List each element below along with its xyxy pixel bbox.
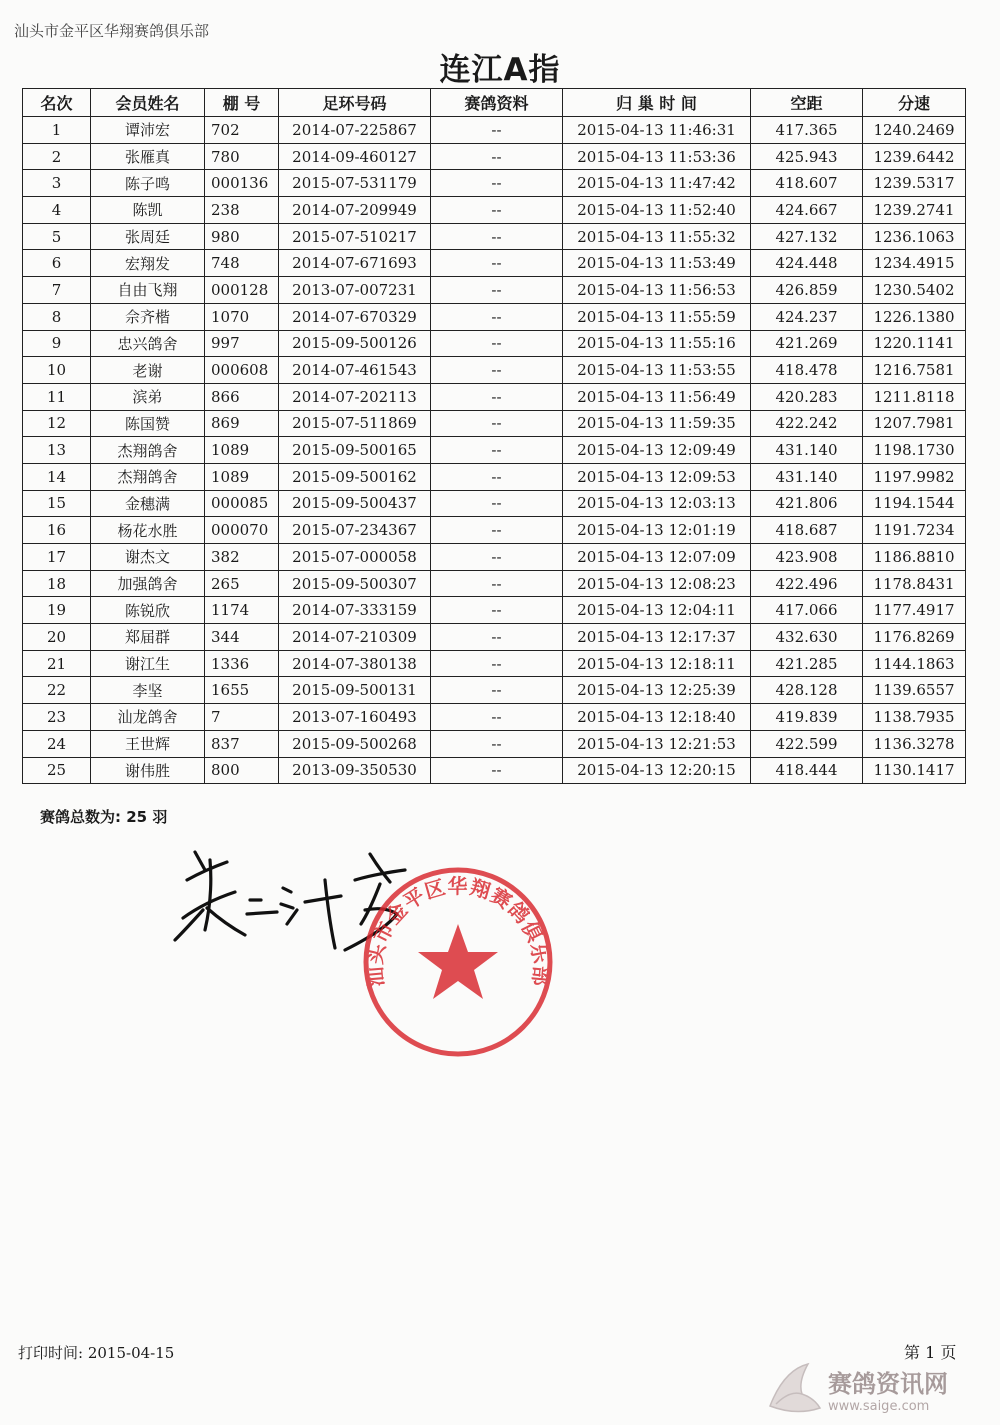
watermark-url: www.saige.com <box>828 1399 930 1414</box>
cell-distance: 424.667 <box>751 197 863 224</box>
cell-rank: 5 <box>23 223 91 250</box>
cell-pigeon-info: -- <box>431 197 563 224</box>
cell-speed: 1240.2469 <box>863 117 966 144</box>
table-row <box>23 277 966 304</box>
table-row <box>23 437 966 464</box>
cell-rank: 15 <box>23 490 91 517</box>
cell-ring-number: 2015-09-500126 <box>279 330 431 357</box>
cell-loft-number: 382 <box>205 544 279 571</box>
cell-pigeon-info: -- <box>431 597 563 624</box>
cell-member-name: 谢江生 <box>91 650 205 677</box>
table-row <box>23 597 966 624</box>
cell-ring-number: 2015-07-511869 <box>279 410 431 437</box>
cell-distance: 418.478 <box>751 357 863 384</box>
cell-arrival-time: 2015-04-13 11:53:36 <box>563 143 751 170</box>
cell-member-name: 陈子鸣 <box>91 170 205 197</box>
cell-arrival-time: 2015-04-13 12:03:13 <box>563 490 751 517</box>
cell-rank: 22 <box>23 677 91 704</box>
cell-rank: 3 <box>23 170 91 197</box>
cell-distance: 421.269 <box>751 330 863 357</box>
cell-rank: 24 <box>23 730 91 757</box>
table-row <box>23 330 966 357</box>
cell-loft-number: 265 <box>205 570 279 597</box>
cell-ring-number: 2013-09-350530 <box>279 757 431 784</box>
cell-rank: 10 <box>23 357 91 384</box>
cell-distance: 421.806 <box>751 490 863 517</box>
cell-rank: 19 <box>23 597 91 624</box>
cell-loft-number: 000128 <box>205 277 279 304</box>
cell-ring-number: 2014-07-461543 <box>279 357 431 384</box>
cell-rank: 9 <box>23 330 91 357</box>
cell-ring-number: 2015-07-531179 <box>279 170 431 197</box>
cell-arrival-time: 2015-04-13 11:52:40 <box>563 197 751 224</box>
cell-member-name: 陈凯 <box>91 197 205 224</box>
cell-pigeon-info: -- <box>431 303 563 330</box>
cell-member-name: 汕龙鸽舍 <box>91 704 205 731</box>
cell-ring-number: 2013-07-160493 <box>279 704 431 731</box>
cell-member-name: 张雁真 <box>91 143 205 170</box>
club-seal <box>358 862 558 1062</box>
cell-ring-number: 2014-07-202113 <box>279 383 431 410</box>
cell-arrival-time: 2015-04-13 11:47:42 <box>563 170 751 197</box>
cell-pigeon-info: -- <box>431 677 563 704</box>
cell-loft-number: 837 <box>205 730 279 757</box>
col-header-member: 会员姓名 <box>91 89 205 117</box>
cell-speed: 1136.3278 <box>863 730 966 757</box>
cell-pigeon-info: -- <box>431 730 563 757</box>
cell-ring-number: 2014-07-333159 <box>279 597 431 624</box>
cell-rank: 1 <box>23 117 91 144</box>
cell-member-name: 陈锐欣 <box>91 597 205 624</box>
table-row <box>23 570 966 597</box>
cell-ring-number: 2014-07-380138 <box>279 650 431 677</box>
cell-loft-number: 1336 <box>205 650 279 677</box>
cell-speed: 1239.2741 <box>863 197 966 224</box>
cell-distance: 423.908 <box>751 544 863 571</box>
cell-arrival-time: 2015-04-13 11:56:53 <box>563 277 751 304</box>
cell-member-name: 谢杰文 <box>91 544 205 571</box>
cell-arrival-time: 2015-04-13 12:09:49 <box>563 437 751 464</box>
cell-arrival-time: 2015-04-13 12:17:37 <box>563 624 751 651</box>
cell-ring-number: 2014-07-671693 <box>279 250 431 277</box>
cell-member-name: 老谢 <box>91 357 205 384</box>
cell-distance: 418.687 <box>751 517 863 544</box>
cell-distance: 427.132 <box>751 223 863 250</box>
cell-rank: 8 <box>23 303 91 330</box>
cell-member-name: 张周廷 <box>91 223 205 250</box>
cell-loft-number: 000070 <box>205 517 279 544</box>
cell-member-name: 谭沛宏 <box>91 117 205 144</box>
cell-rank: 18 <box>23 570 91 597</box>
cell-speed: 1176.8269 <box>863 624 966 651</box>
table-row <box>23 650 966 677</box>
cell-member-name: 王世辉 <box>91 730 205 757</box>
cell-speed: 1239.6442 <box>863 143 966 170</box>
table-row <box>23 250 966 277</box>
cell-arrival-time: 2015-04-13 11:55:16 <box>563 330 751 357</box>
cell-ring-number: 2015-09-500131 <box>279 677 431 704</box>
cell-pigeon-info: -- <box>431 624 563 651</box>
pigeon-logo-icon <box>762 1360 824 1418</box>
col-header-rank: 名次 <box>23 89 91 117</box>
cell-distance: 421.285 <box>751 650 863 677</box>
cell-distance: 422.242 <box>751 410 863 437</box>
cell-member-name: 加强鸽舍 <box>91 570 205 597</box>
seal-text: 汕头市金平区华翔赛鸽俱乐部 <box>362 874 554 988</box>
site-watermark <box>762 1360 948 1418</box>
cell-member-name: 谢伟胜 <box>91 757 205 784</box>
table-row <box>23 223 966 250</box>
table-row <box>23 624 966 651</box>
cell-pigeon-info: -- <box>431 757 563 784</box>
cell-pigeon-info: -- <box>431 437 563 464</box>
cell-speed: 1239.5317 <box>863 170 966 197</box>
cell-ring-number: 2015-09-500268 <box>279 730 431 757</box>
cell-loft-number: 869 <box>205 410 279 437</box>
table-row <box>23 117 966 144</box>
table-row <box>23 677 966 704</box>
cell-speed: 1177.4917 <box>863 597 966 624</box>
cell-arrival-time: 2015-04-13 11:55:59 <box>563 303 751 330</box>
table-row <box>23 410 966 437</box>
cell-pigeon-info: -- <box>431 410 563 437</box>
cell-ring-number: 2015-09-500437 <box>279 490 431 517</box>
cell-loft-number: 800 <box>205 757 279 784</box>
cell-speed: 1178.8431 <box>863 570 966 597</box>
cell-loft-number: 1655 <box>205 677 279 704</box>
cell-speed: 1236.1063 <box>863 223 966 250</box>
cell-arrival-time: 2015-04-13 12:25:39 <box>563 677 751 704</box>
cell-loft-number: 000136 <box>205 170 279 197</box>
table-row <box>23 143 966 170</box>
cell-speed: 1211.8118 <box>863 383 966 410</box>
col-header-ring: 足环号码 <box>279 89 431 117</box>
cell-pigeon-info: -- <box>431 570 563 597</box>
cell-loft-number: 000085 <box>205 490 279 517</box>
cell-arrival-time: 2015-04-13 11:56:49 <box>563 383 751 410</box>
cell-pigeon-info: -- <box>431 544 563 571</box>
cell-distance: 431.140 <box>751 463 863 490</box>
cell-distance: 417.365 <box>751 117 863 144</box>
cell-rank: 4 <box>23 197 91 224</box>
cell-speed: 1220.1141 <box>863 330 966 357</box>
cell-loft-number: 1070 <box>205 303 279 330</box>
cell-pigeon-info: -- <box>431 383 563 410</box>
cell-distance: 420.283 <box>751 383 863 410</box>
cell-distance: 424.448 <box>751 250 863 277</box>
cell-loft-number: 1089 <box>205 437 279 464</box>
cell-arrival-time: 2015-04-13 12:08:23 <box>563 570 751 597</box>
cell-loft-number: 980 <box>205 223 279 250</box>
cell-arrival-time: 2015-04-13 11:59:35 <box>563 410 751 437</box>
results-table <box>22 88 966 784</box>
cell-rank: 12 <box>23 410 91 437</box>
page-number: 第 1 页 <box>904 1343 957 1362</box>
cell-distance: 425.943 <box>751 143 863 170</box>
col-header-distance: 空距 <box>751 89 863 117</box>
cell-rank: 20 <box>23 624 91 651</box>
cell-ring-number: 2013-07-007231 <box>279 277 431 304</box>
cell-member-name: 佘齐楷 <box>91 303 205 330</box>
cell-member-name: 杰翔鸽舍 <box>91 437 205 464</box>
cell-speed: 1234.4915 <box>863 250 966 277</box>
col-header-loft: 棚 号 <box>205 89 279 117</box>
report-title: 连江A指 <box>439 52 561 88</box>
club-name: 汕头市金平区华翔赛鸽俱乐部 <box>14 22 210 40</box>
watermark-title: 赛鸽资讯网 <box>828 1370 948 1398</box>
cell-loft-number: 1089 <box>205 463 279 490</box>
cell-speed: 1230.5402 <box>863 277 966 304</box>
cell-speed: 1216.7581 <box>863 357 966 384</box>
cell-pigeon-info: -- <box>431 143 563 170</box>
cell-ring-number: 2014-07-670329 <box>279 303 431 330</box>
cell-pigeon-info: -- <box>431 277 563 304</box>
cell-speed: 1226.1380 <box>863 303 966 330</box>
cell-distance: 417.066 <box>751 597 863 624</box>
cell-rank: 16 <box>23 517 91 544</box>
cell-rank: 25 <box>23 757 91 784</box>
cell-pigeon-info: -- <box>431 357 563 384</box>
cell-speed: 1191.7234 <box>863 517 966 544</box>
cell-speed: 1144.1863 <box>863 650 966 677</box>
cell-member-name: 滨弟 <box>91 383 205 410</box>
cell-pigeon-info: -- <box>431 223 563 250</box>
cell-distance: 422.599 <box>751 730 863 757</box>
cell-arrival-time: 2015-04-13 11:53:55 <box>563 357 751 384</box>
cell-speed: 1186.8810 <box>863 544 966 571</box>
table-row <box>23 757 966 784</box>
total-count: 赛鸽总数为: 25 羽 <box>40 808 168 826</box>
cell-ring-number: 2014-09-460127 <box>279 143 431 170</box>
cell-speed: 1194.1544 <box>863 490 966 517</box>
table-row <box>23 197 966 224</box>
cell-distance: 418.607 <box>751 170 863 197</box>
col-header-info: 赛鸽资料 <box>431 89 563 117</box>
cell-distance: 422.496 <box>751 570 863 597</box>
cell-speed: 1198.1730 <box>863 437 966 464</box>
cell-ring-number: 2014-07-225867 <box>279 117 431 144</box>
cell-speed: 1138.7935 <box>863 704 966 731</box>
cell-pigeon-info: -- <box>431 330 563 357</box>
cell-loft-number: 1174 <box>205 597 279 624</box>
cell-pigeon-info: -- <box>431 463 563 490</box>
cell-pigeon-info: -- <box>431 650 563 677</box>
cell-arrival-time: 2015-04-13 12:18:40 <box>563 704 751 731</box>
col-header-speed: 分速 <box>863 89 966 117</box>
cell-arrival-time: 2015-04-13 12:09:53 <box>563 463 751 490</box>
table-row <box>23 303 966 330</box>
cell-arrival-time: 2015-04-13 12:04:11 <box>563 597 751 624</box>
cell-ring-number: 2015-09-500307 <box>279 570 431 597</box>
cell-ring-number: 2014-07-209949 <box>279 197 431 224</box>
cell-speed: 1139.6557 <box>863 677 966 704</box>
cell-pigeon-info: -- <box>431 170 563 197</box>
cell-member-name: 郑届群 <box>91 624 205 651</box>
cell-rank: 11 <box>23 383 91 410</box>
table-header-row <box>23 89 966 117</box>
cell-rank: 14 <box>23 463 91 490</box>
cell-distance: 424.237 <box>751 303 863 330</box>
cell-distance: 426.859 <box>751 277 863 304</box>
cell-pigeon-info: -- <box>431 704 563 731</box>
table-row <box>23 463 966 490</box>
cell-pigeon-info: -- <box>431 490 563 517</box>
table-row <box>23 490 966 517</box>
cell-rank: 21 <box>23 650 91 677</box>
cell-loft-number: 997 <box>205 330 279 357</box>
cell-distance: 432.630 <box>751 624 863 651</box>
cell-member-name: 杰翔鸽舍 <box>91 463 205 490</box>
cell-distance: 431.140 <box>751 437 863 464</box>
cell-distance: 428.128 <box>751 677 863 704</box>
cell-arrival-time: 2015-04-13 12:01:19 <box>563 517 751 544</box>
cell-member-name: 宏翔发 <box>91 250 205 277</box>
cell-rank: 2 <box>23 143 91 170</box>
cell-member-name: 忠兴鸽舍 <box>91 330 205 357</box>
cell-pigeon-info: -- <box>431 117 563 144</box>
cell-arrival-time: 2015-04-13 11:53:49 <box>563 250 751 277</box>
table-row <box>23 170 966 197</box>
cell-rank: 13 <box>23 437 91 464</box>
cell-ring-number: 2015-09-500162 <box>279 463 431 490</box>
table-row <box>23 730 966 757</box>
cell-rank: 23 <box>23 704 91 731</box>
table-row <box>23 704 966 731</box>
cell-loft-number: 000608 <box>205 357 279 384</box>
cell-ring-number: 2015-07-510217 <box>279 223 431 250</box>
cell-ring-number: 2015-07-000058 <box>279 544 431 571</box>
cell-loft-number: 7 <box>205 704 279 731</box>
table-row <box>23 517 966 544</box>
cell-distance: 418.444 <box>751 757 863 784</box>
cell-arrival-time: 2015-04-13 12:07:09 <box>563 544 751 571</box>
cell-ring-number: 2015-09-500165 <box>279 437 431 464</box>
cell-ring-number: 2015-07-234367 <box>279 517 431 544</box>
cell-loft-number: 780 <box>205 143 279 170</box>
cell-loft-number: 238 <box>205 197 279 224</box>
cell-rank: 7 <box>23 277 91 304</box>
cell-member-name: 金穗满 <box>91 490 205 517</box>
cell-arrival-time: 2015-04-13 12:21:53 <box>563 730 751 757</box>
cell-loft-number: 344 <box>205 624 279 651</box>
table-row <box>23 357 966 384</box>
cell-loft-number: 748 <box>205 250 279 277</box>
cell-speed: 1130.1417 <box>863 757 966 784</box>
cell-pigeon-info: -- <box>431 517 563 544</box>
cell-loft-number: 866 <box>205 383 279 410</box>
cell-pigeon-info: -- <box>431 250 563 277</box>
cell-member-name: 杨花水胜 <box>91 517 205 544</box>
cell-arrival-time: 2015-04-13 11:55:32 <box>563 223 751 250</box>
cell-member-name: 自由飞翔 <box>91 277 205 304</box>
cell-ring-number: 2014-07-210309 <box>279 624 431 651</box>
cell-distance: 419.839 <box>751 704 863 731</box>
cell-arrival-time: 2015-04-13 11:46:31 <box>563 117 751 144</box>
cell-member-name: 陈国赞 <box>91 410 205 437</box>
table-row <box>23 544 966 571</box>
cell-rank: 17 <box>23 544 91 571</box>
cell-speed: 1207.7981 <box>863 410 966 437</box>
print-time: 打印时间: 2015-04-15 <box>18 1344 175 1362</box>
table-row <box>23 383 966 410</box>
cell-arrival-time: 2015-04-13 12:18:11 <box>563 650 751 677</box>
cell-member-name: 李坚 <box>91 677 205 704</box>
cell-arrival-time: 2015-04-13 12:20:15 <box>563 757 751 784</box>
col-header-arrival: 归 巢 时 间 <box>563 89 751 117</box>
cell-loft-number: 702 <box>205 117 279 144</box>
cell-rank: 6 <box>23 250 91 277</box>
cell-speed: 1197.9982 <box>863 463 966 490</box>
